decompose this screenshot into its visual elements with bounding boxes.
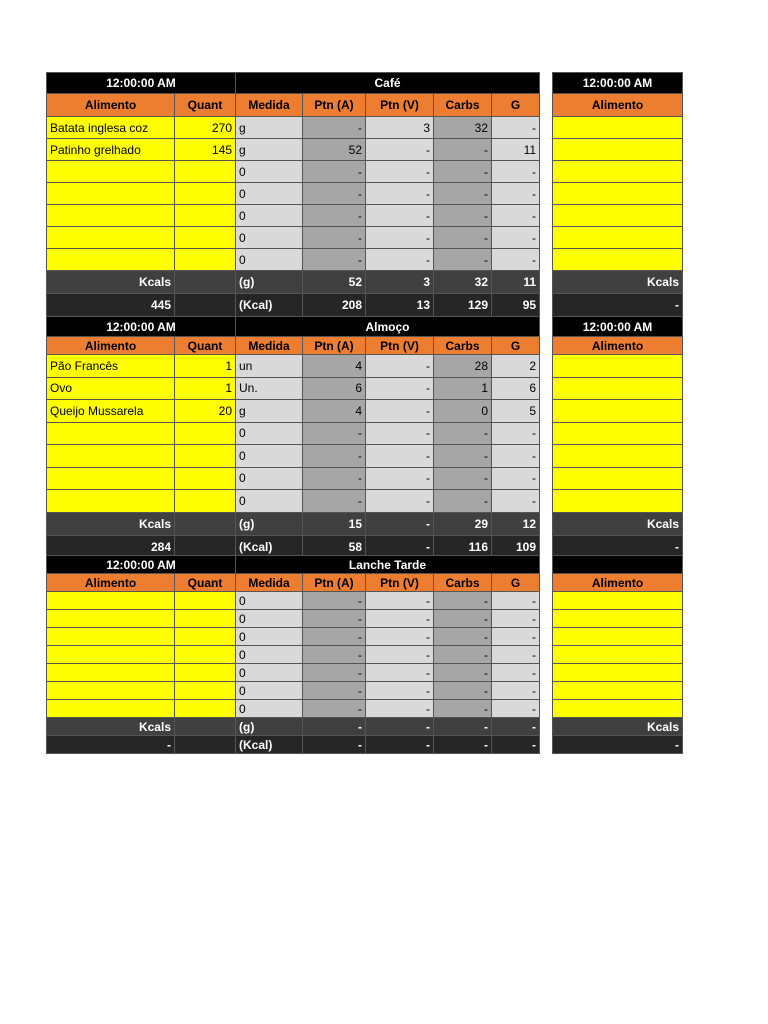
column-header-row	[47, 574, 540, 592]
carbs-cell: -	[434, 700, 492, 718]
grams-total-pv: -	[366, 512, 434, 535]
meal-table	[46, 316, 540, 559]
vegetable-protein-cell: -	[366, 592, 434, 610]
meal-table	[46, 555, 540, 754]
food-name-cell[interactable]	[47, 490, 175, 513]
animal-protein-cell: -	[303, 592, 366, 610]
food-name-cell[interactable]: Batata inglesa coz	[47, 117, 175, 139]
side-column-header: Alimento	[553, 94, 683, 117]
fat-cell: -	[492, 682, 540, 700]
unit-cell: 0	[236, 227, 303, 249]
grams-total-pa: 15	[303, 512, 366, 535]
food-name-cell[interactable]	[47, 183, 175, 205]
grams-unit-label: (g)	[236, 512, 303, 535]
unit-cell: un	[236, 355, 303, 378]
animal-protein-cell: -	[303, 467, 366, 490]
quantity-cell[interactable]: 270	[175, 117, 236, 139]
food-name-cell[interactable]: Patinho grelhado	[47, 139, 175, 161]
vegetable-protein-cell: -	[366, 490, 434, 513]
side-food-cell[interactable]	[553, 467, 683, 490]
vegetable-protein-cell: -	[366, 445, 434, 468]
quantity-cell[interactable]: 1	[175, 355, 236, 378]
food-name-cell[interactable]	[47, 700, 175, 718]
fat-cell: -	[492, 700, 540, 718]
food-row	[47, 400, 540, 423]
unit-cell: 0	[236, 628, 303, 646]
animal-protein-cell: 6	[303, 377, 366, 400]
animal-protein-cell: -	[303, 205, 366, 227]
quantity-cell[interactable]	[175, 646, 236, 664]
unit-cell: 0	[236, 445, 303, 468]
side-food-cell[interactable]	[553, 490, 683, 513]
fat-cell: 5	[492, 400, 540, 423]
food-name-cell[interactable]	[47, 592, 175, 610]
unit-cell: 0	[236, 664, 303, 682]
food-row	[47, 628, 540, 646]
meal-time[interactable]: 12:00:00 AM	[47, 556, 236, 574]
vegetable-protein-cell: -	[366, 628, 434, 646]
carbs-cell: -	[434, 628, 492, 646]
food-name-cell[interactable]	[47, 249, 175, 271]
fat-cell: -	[492, 664, 540, 682]
quantity-cell[interactable]: 20	[175, 400, 236, 423]
fat-cell: -	[492, 161, 540, 183]
unit-cell: 0	[236, 592, 303, 610]
carbs-cell: -	[434, 682, 492, 700]
food-row	[47, 117, 540, 139]
kcal-total-row	[47, 736, 540, 754]
side-meal-time[interactable]: 12:00:00 AM	[553, 317, 683, 337]
carbs-cell: -	[434, 592, 492, 610]
unit-cell: 0	[236, 183, 303, 205]
food-name-cell[interactable]	[47, 422, 175, 445]
animal-protein-cell: -	[303, 117, 366, 139]
meal-time[interactable]: 12:00:00 AM	[47, 317, 236, 337]
carbs-cell: -	[434, 139, 492, 161]
animal-protein-cell: -	[303, 682, 366, 700]
vegetable-protein-cell: -	[366, 646, 434, 664]
carbs-cell: -	[434, 183, 492, 205]
side-food-cell[interactable]	[553, 628, 683, 646]
animal-protein-cell: -	[303, 422, 366, 445]
carbs-cell: -	[434, 205, 492, 227]
carbs-cell: 0	[434, 400, 492, 423]
carbs-cell: -	[434, 249, 492, 271]
kcals-label: Kcals	[47, 512, 175, 535]
animal-protein-cell: -	[303, 161, 366, 183]
side-food-cell[interactable]	[553, 400, 683, 423]
side-meal-table	[552, 555, 683, 754]
grams-total-c: -	[434, 718, 492, 736]
food-row	[47, 682, 540, 700]
grams-unit-label: (g)	[236, 718, 303, 736]
fat-cell: -	[492, 467, 540, 490]
vegetable-protein-cell: -	[366, 205, 434, 227]
kcal-total-g: 95	[492, 294, 540, 317]
unit-cell: 0	[236, 610, 303, 628]
vegetable-protein-cell: -	[366, 377, 434, 400]
carbs-cell: -	[434, 610, 492, 628]
column-header-row	[47, 337, 540, 355]
quantity-cell[interactable]	[175, 205, 236, 227]
vegetable-protein-cell: -	[366, 467, 434, 490]
unit-cell: g	[236, 117, 303, 139]
quantity-cell[interactable]	[175, 664, 236, 682]
carbs-cell: -	[434, 490, 492, 513]
side-meal-table	[552, 316, 683, 559]
side-food-cell[interactable]	[553, 205, 683, 227]
grams-total-pv: -	[366, 718, 434, 736]
unit-cell: 0	[236, 467, 303, 490]
fat-cell: -	[492, 646, 540, 664]
grams-total-row	[47, 512, 540, 535]
side-meal-table	[552, 72, 683, 317]
vegetable-protein-cell: -	[366, 183, 434, 205]
food-name-cell[interactable]	[47, 664, 175, 682]
fat-cell: -	[492, 205, 540, 227]
unit-cell: g	[236, 400, 303, 423]
carbs-cell: 32	[434, 117, 492, 139]
vegetable-protein-cell: -	[366, 227, 434, 249]
carbs-cell: 1	[434, 377, 492, 400]
side-food-cell[interactable]	[553, 355, 683, 378]
kcals-label: Kcals	[47, 718, 175, 736]
vegetable-protein-cell: -	[366, 664, 434, 682]
column-header: Ptn (A)	[303, 94, 366, 117]
unit-cell: 0	[236, 249, 303, 271]
column-header: G	[492, 574, 540, 592]
meal-name: Lanche Tarde	[236, 556, 540, 574]
column-header: Ptn (A)	[303, 574, 366, 592]
food-name-cell[interactable]	[47, 610, 175, 628]
kcal-unit-label: (Kcal)	[236, 294, 303, 317]
kcal-total-pv: -	[366, 736, 434, 754]
quantity-cell[interactable]	[175, 422, 236, 445]
kcal-total-g: 109	[492, 535, 540, 558]
food-name-cell[interactable]	[47, 646, 175, 664]
grams-total-g: 11	[492, 271, 540, 294]
unit-cell: 0	[236, 422, 303, 445]
unit-cell: 0	[236, 646, 303, 664]
fat-cell: 11	[492, 139, 540, 161]
carbs-cell: -	[434, 227, 492, 249]
vegetable-protein-cell: -	[366, 700, 434, 718]
side-kcals-label: Kcals	[553, 718, 683, 736]
kcal-total-pa: 58	[303, 535, 366, 558]
carbs-cell: -	[434, 467, 492, 490]
food-name-cell[interactable]	[47, 205, 175, 227]
food-row	[47, 646, 540, 664]
kcal-total-row	[47, 294, 540, 317]
side-food-cell[interactable]	[553, 422, 683, 445]
meal-title-row	[47, 556, 540, 574]
fat-cell: -	[492, 628, 540, 646]
column-header: Ptn (V)	[366, 574, 434, 592]
side-column-header: Alimento	[553, 574, 683, 592]
animal-protein-cell: -	[303, 628, 366, 646]
quantity-cell[interactable]	[175, 249, 236, 271]
food-row	[47, 467, 540, 490]
side-meal-time[interactable]: 12:00:00 AM	[553, 73, 683, 94]
kcal-total-pv: 13	[366, 294, 434, 317]
animal-protein-cell: -	[303, 490, 366, 513]
side-food-cell[interactable]	[553, 249, 683, 271]
kcals-label: Kcals	[47, 271, 175, 294]
carbs-cell: -	[434, 422, 492, 445]
quantity-cell[interactable]	[175, 682, 236, 700]
grams-total-c: 32	[434, 271, 492, 294]
side-meal-time[interactable]	[553, 556, 683, 574]
grams-total-pa: 52	[303, 271, 366, 294]
food-row	[47, 490, 540, 513]
side-food-cell[interactable]	[553, 377, 683, 400]
fat-cell: 6	[492, 377, 540, 400]
column-header: Ptn (V)	[366, 94, 434, 117]
kcal-total-value: 445	[47, 294, 175, 317]
quantity-cell[interactable]	[175, 592, 236, 610]
grams-total-c: 29	[434, 512, 492, 535]
column-header: Medida	[236, 574, 303, 592]
carbs-cell: -	[434, 646, 492, 664]
meal-title-row	[47, 73, 540, 94]
quantity-cell[interactable]: 145	[175, 139, 236, 161]
food-row	[47, 139, 540, 161]
column-header: Quant	[175, 337, 236, 355]
meal-time[interactable]: 12:00:00 AM	[47, 73, 236, 94]
side-food-cell[interactable]	[553, 700, 683, 718]
meal-title-row	[47, 317, 540, 337]
vegetable-protein-cell: -	[366, 400, 434, 423]
column-header: Alimento	[47, 94, 175, 117]
grams-total-row	[47, 718, 540, 736]
unit-cell: 0	[236, 682, 303, 700]
food-row	[47, 664, 540, 682]
food-name-cell[interactable]: Pão Francês	[47, 355, 175, 378]
fat-cell: -	[492, 592, 540, 610]
food-name-cell[interactable]	[47, 445, 175, 468]
vegetable-protein-cell: -	[366, 139, 434, 161]
side-food-cell[interactable]	[553, 161, 683, 183]
meal-table	[46, 72, 540, 317]
kcal-total-value: 284	[47, 535, 175, 558]
side-kcals-label: Kcals	[553, 512, 683, 535]
quantity-cell[interactable]	[175, 467, 236, 490]
fat-cell: -	[492, 610, 540, 628]
food-row	[47, 422, 540, 445]
quantity-cell[interactable]	[175, 445, 236, 468]
kcal-unit-label: (Kcal)	[236, 736, 303, 754]
animal-protein-cell: 4	[303, 355, 366, 378]
food-row	[47, 355, 540, 378]
quantity-cell[interactable]	[175, 490, 236, 513]
fat-cell: -	[492, 445, 540, 468]
animal-protein-cell: -	[303, 610, 366, 628]
unit-cell: 0	[236, 490, 303, 513]
kcal-total-c: -	[434, 736, 492, 754]
food-row	[47, 377, 540, 400]
side-food-cell[interactable]	[553, 664, 683, 682]
column-header: G	[492, 337, 540, 355]
animal-protein-cell: 52	[303, 139, 366, 161]
side-food-cell[interactable]	[553, 646, 683, 664]
grams-unit-label: (g)	[236, 271, 303, 294]
column-header: Quant	[175, 574, 236, 592]
grams-total-g: -	[492, 718, 540, 736]
vegetable-protein-cell: -	[366, 682, 434, 700]
grams-total-row	[47, 271, 540, 294]
side-kcal-total: -	[553, 535, 683, 558]
quantity-cell[interactable]: 1	[175, 377, 236, 400]
column-header: Ptn (A)	[303, 337, 366, 355]
empty-cell	[175, 718, 236, 736]
food-row	[47, 249, 540, 271]
food-row	[47, 205, 540, 227]
empty-cell	[175, 512, 236, 535]
column-header: Carbs	[434, 574, 492, 592]
food-name-cell[interactable]	[47, 227, 175, 249]
vegetable-protein-cell: -	[366, 422, 434, 445]
meal-name: Almoço	[236, 317, 540, 337]
side-column-header: Alimento	[553, 337, 683, 355]
quantity-cell[interactable]	[175, 227, 236, 249]
food-row	[47, 700, 540, 718]
quantity-cell[interactable]	[175, 161, 236, 183]
carbs-cell: -	[434, 445, 492, 468]
side-kcal-total: -	[553, 294, 683, 317]
animal-protein-cell: -	[303, 445, 366, 468]
kcal-total-c: 116	[434, 535, 492, 558]
column-header-row	[47, 94, 540, 117]
column-header: Alimento	[47, 574, 175, 592]
quantity-cell[interactable]	[175, 700, 236, 718]
vegetable-protein-cell: 3	[366, 117, 434, 139]
kcal-total-pa: 208	[303, 294, 366, 317]
kcal-total-g: -	[492, 736, 540, 754]
animal-protein-cell: -	[303, 646, 366, 664]
column-header: Carbs	[434, 337, 492, 355]
animal-protein-cell: -	[303, 664, 366, 682]
side-food-cell[interactable]	[553, 227, 683, 249]
column-header: Carbs	[434, 94, 492, 117]
empty-cell	[175, 294, 236, 317]
unit-cell: 0	[236, 700, 303, 718]
empty-cell	[175, 736, 236, 754]
grams-total-pa: -	[303, 718, 366, 736]
animal-protein-cell: -	[303, 227, 366, 249]
side-food-cell[interactable]	[553, 183, 683, 205]
column-header: Ptn (V)	[366, 337, 434, 355]
food-name-cell[interactable]	[47, 628, 175, 646]
column-header: Medida	[236, 337, 303, 355]
side-food-cell[interactable]	[553, 117, 683, 139]
grams-total-g: 12	[492, 512, 540, 535]
kcal-total-pa: -	[303, 736, 366, 754]
unit-cell: g	[236, 139, 303, 161]
animal-protein-cell: -	[303, 249, 366, 271]
food-name-cell[interactable]	[47, 467, 175, 490]
quantity-cell[interactable]	[175, 183, 236, 205]
column-header: Alimento	[47, 337, 175, 355]
fat-cell: 2	[492, 355, 540, 378]
fat-cell: -	[492, 490, 540, 513]
food-row	[47, 183, 540, 205]
side-food-cell[interactable]	[553, 445, 683, 468]
food-name-cell[interactable]	[47, 682, 175, 700]
animal-protein-cell: -	[303, 183, 366, 205]
meal-name: Café	[236, 73, 540, 94]
column-header: Medida	[236, 94, 303, 117]
side-kcals-label: Kcals	[553, 271, 683, 294]
unit-cell: 0	[236, 161, 303, 183]
column-header: G	[492, 94, 540, 117]
fat-cell: -	[492, 183, 540, 205]
food-name-cell[interactable]: Ovo	[47, 377, 175, 400]
kcal-total-value: -	[47, 736, 175, 754]
kcal-total-pv: -	[366, 535, 434, 558]
fat-cell: -	[492, 249, 540, 271]
vegetable-protein-cell: -	[366, 355, 434, 378]
empty-cell	[175, 271, 236, 294]
side-food-cell[interactable]	[553, 610, 683, 628]
carbs-cell: 28	[434, 355, 492, 378]
kcal-total-c: 129	[434, 294, 492, 317]
side-kcal-total: -	[553, 736, 683, 754]
side-food-cell[interactable]	[553, 592, 683, 610]
unit-cell: 0	[236, 205, 303, 227]
food-row	[47, 161, 540, 183]
grams-total-pv: 3	[366, 271, 434, 294]
side-food-cell[interactable]	[553, 682, 683, 700]
vegetable-protein-cell: -	[366, 610, 434, 628]
quantity-cell[interactable]	[175, 610, 236, 628]
food-row	[47, 610, 540, 628]
animal-protein-cell: -	[303, 700, 366, 718]
fat-cell: -	[492, 117, 540, 139]
fat-cell: -	[492, 227, 540, 249]
food-row	[47, 227, 540, 249]
kcal-unit-label: (Kcal)	[236, 535, 303, 558]
food-row	[47, 592, 540, 610]
quantity-cell[interactable]	[175, 628, 236, 646]
food-name-cell[interactable]: Queijo Mussarela	[47, 400, 175, 423]
food-row	[47, 445, 540, 468]
side-food-cell[interactable]	[553, 139, 683, 161]
unit-cell: Un.	[236, 377, 303, 400]
animal-protein-cell: 4	[303, 400, 366, 423]
vegetable-protein-cell: -	[366, 249, 434, 271]
vegetable-protein-cell: -	[366, 161, 434, 183]
food-name-cell[interactable]	[47, 161, 175, 183]
fat-cell: -	[492, 422, 540, 445]
carbs-cell: -	[434, 664, 492, 682]
carbs-cell: -	[434, 161, 492, 183]
column-header: Quant	[175, 94, 236, 117]
